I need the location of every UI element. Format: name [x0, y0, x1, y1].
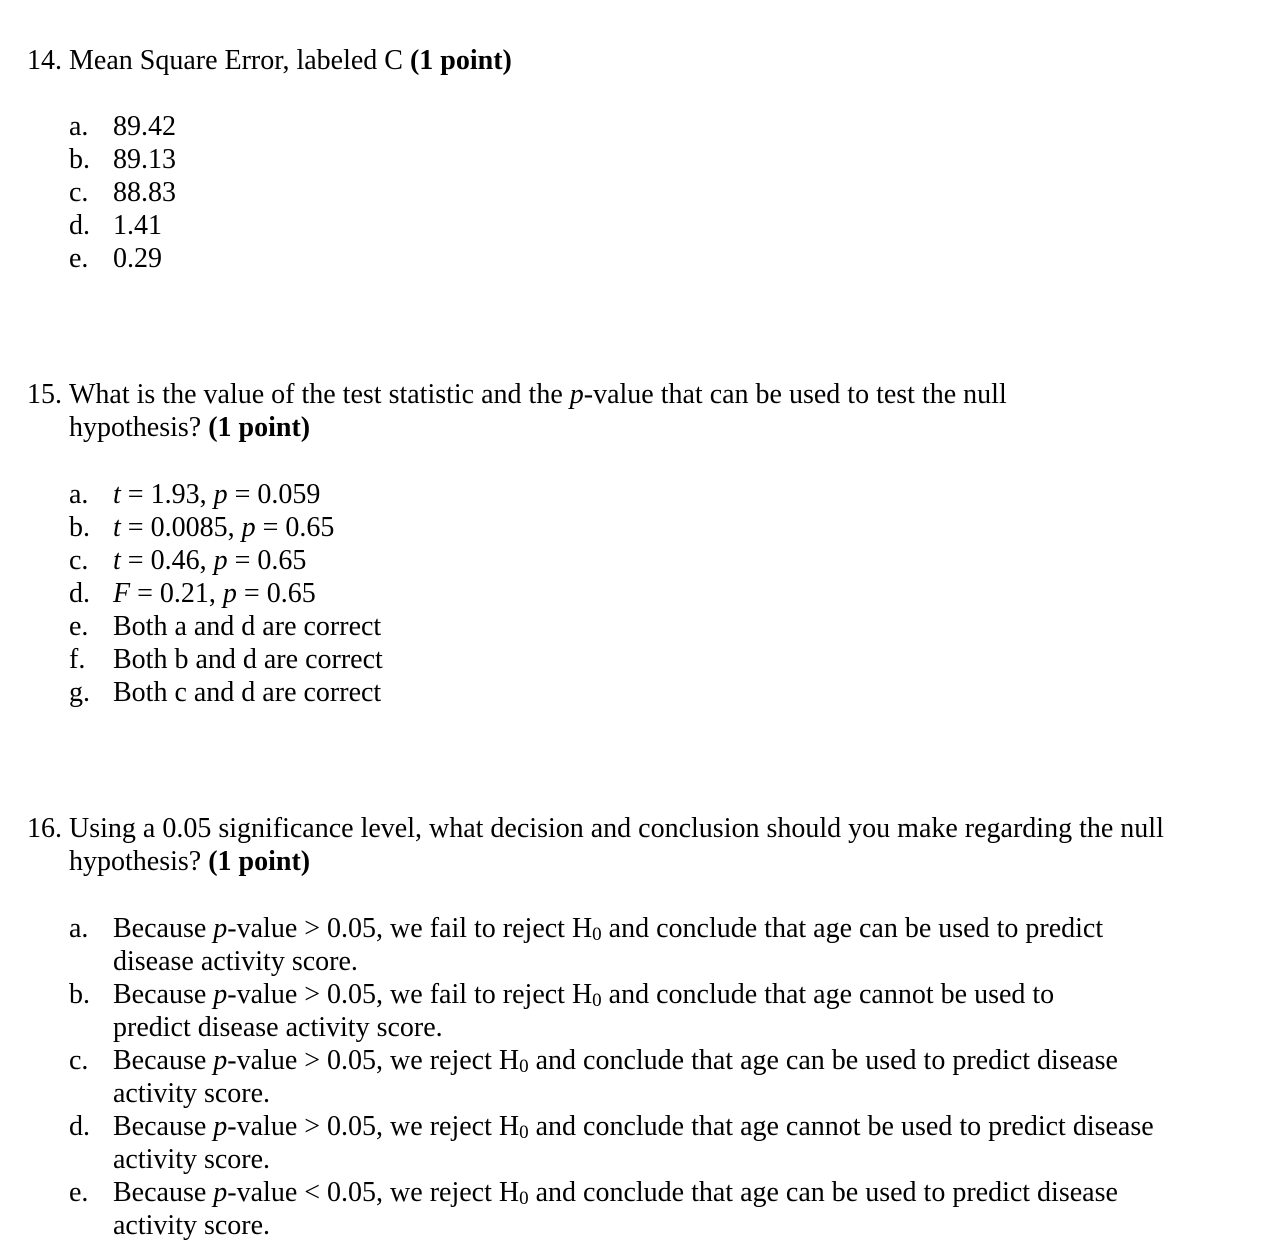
p-symbol: p	[222, 578, 237, 609]
option-pre: Because	[113, 1111, 214, 1142]
question-text	[69, 378, 1237, 444]
subscript-zero: 0	[519, 1188, 529, 1209]
option-b[interactable]	[69, 978, 1169, 1044]
option-e[interactable]	[69, 242, 1219, 275]
p-symbol: p	[213, 1177, 228, 1208]
option-letter: d.	[69, 210, 90, 241]
option-e[interactable]	[69, 610, 1219, 643]
option-text	[113, 912, 1169, 978]
option-c[interactable]	[69, 544, 1219, 577]
option-pre: Because	[113, 913, 214, 944]
option-post: and conclude that age can be used to predict disease activity score.	[113, 1177, 1118, 1241]
option-mid: -value > 0.05, we fail to reject H	[227, 979, 593, 1010]
question-number: 16.	[27, 813, 62, 844]
option-d[interactable]	[69, 209, 1219, 242]
question-14-prompt: Mean Square Error, labeled C	[69, 45, 403, 76]
p-value: = 0.65	[227, 545, 307, 576]
question-14-options	[69, 110, 1219, 275]
option-text	[113, 1110, 1169, 1176]
option-pre: Because	[113, 1045, 214, 1076]
stat-value: = 0.46,	[120, 545, 214, 576]
question-text	[69, 44, 1237, 77]
p-value: = 0.65	[255, 512, 335, 543]
option-letter: a.	[69, 913, 89, 944]
option-mid: -value < 0.05, we reject H	[227, 1177, 520, 1208]
question-16-options	[69, 912, 1169, 1242]
question-16-header	[27, 812, 1237, 878]
option-mid: -value > 0.05, we reject H	[227, 1045, 520, 1076]
option-letter: a.	[69, 479, 89, 510]
option-text	[113, 544, 1219, 577]
question-15-prompt-end: -value that can be used to test the null hypothesis?	[69, 379, 1007, 443]
option-text	[113, 511, 1219, 544]
stat-symbol: t	[113, 545, 121, 576]
option-b[interactable]	[69, 143, 1219, 176]
question-number: 14.	[27, 45, 62, 76]
option-post: and conclude that age cannot be used to predict disease activity score.	[113, 979, 1055, 1043]
option-pre: Because	[113, 1177, 214, 1208]
option-text	[113, 1176, 1169, 1242]
question-points: (1 point)	[208, 846, 311, 877]
question-points: (1 point)	[409, 45, 512, 76]
option-d[interactable]	[69, 577, 1219, 610]
option-mid: -value > 0.05, we reject H	[227, 1111, 520, 1142]
option-d[interactable]	[69, 1110, 1169, 1176]
option-post: and conclude that age can be used to predict disease activity score.	[113, 1045, 1118, 1109]
option-text: 88.83	[113, 177, 176, 208]
option-a[interactable]	[69, 110, 1219, 143]
p-symbol: p	[213, 1045, 228, 1076]
option-mid: -value > 0.05, we fail to reject H	[227, 913, 593, 944]
p-symbol: p	[241, 512, 256, 543]
option-text: 89.13	[113, 144, 176, 175]
option-text	[113, 577, 1219, 610]
italic-p: p	[569, 379, 584, 410]
option-g[interactable]	[69, 676, 1219, 709]
subscript-zero: 0	[592, 924, 602, 945]
option-letter: f.	[69, 644, 86, 675]
p-value: = 0.059	[227, 479, 321, 510]
option-text: Both c and d are correct	[113, 677, 382, 708]
option-b[interactable]	[69, 511, 1219, 544]
option-text	[113, 978, 1169, 1044]
option-letter: c.	[69, 1045, 89, 1076]
subscript-zero: 0	[519, 1122, 529, 1143]
option-post: and conclude that age can be used to predict disease activity score.	[113, 913, 1104, 977]
question-14	[27, 44, 1237, 77]
option-letter: c.	[69, 177, 89, 208]
stat-value: = 0.21,	[130, 578, 223, 609]
question-text	[69, 812, 1237, 878]
subscript-zero: 0	[519, 1056, 529, 1077]
option-c[interactable]	[69, 1044, 1169, 1110]
option-pre: Because	[113, 979, 214, 1010]
stat-symbol: F	[113, 578, 131, 609]
stat-value: = 0.0085,	[120, 512, 242, 543]
option-letter: b.	[69, 144, 90, 175]
option-text: 1.41	[113, 210, 162, 241]
question-15	[27, 378, 1237, 444]
p-symbol: p	[213, 913, 228, 944]
question-15-options	[69, 478, 1219, 709]
option-letter: c.	[69, 545, 89, 576]
option-letter: e.	[69, 1177, 89, 1208]
question-15-header	[27, 378, 1237, 444]
option-text	[113, 478, 1219, 511]
option-text: 0.29	[113, 243, 162, 274]
question-points: (1 point)	[208, 412, 311, 443]
option-text	[113, 1044, 1169, 1110]
p-symbol: p	[213, 979, 228, 1010]
option-e[interactable]	[69, 1176, 1169, 1242]
stat-symbol: t	[113, 512, 121, 543]
stat-symbol: t	[113, 479, 121, 510]
option-letter: d.	[69, 1111, 90, 1142]
option-c[interactable]	[69, 176, 1219, 209]
option-letter: b.	[69, 979, 90, 1010]
p-symbol: p	[213, 545, 228, 576]
option-text: Both b and d are correct	[113, 644, 383, 675]
question-16	[27, 812, 1237, 878]
option-f[interactable]	[69, 643, 1219, 676]
option-letter: g.	[69, 677, 90, 708]
p-symbol: p	[213, 1111, 228, 1142]
question-14-header	[27, 44, 1237, 77]
question-16-prompt: Using a 0.05 significance level, what decision and conclusion should you make regarding the null hypothesis?	[69, 813, 1164, 877]
question-15-prompt-start: What is the value of the test statistic and the	[69, 379, 570, 410]
option-letter: a.	[69, 111, 89, 142]
option-letter: e.	[69, 243, 89, 274]
option-a[interactable]	[69, 478, 1219, 511]
option-post: and conclude that age cannot be used to predict disease activity score.	[113, 1111, 1154, 1175]
p-value: = 0.65	[236, 578, 316, 609]
option-letter: e.	[69, 611, 89, 642]
option-a[interactable]	[69, 912, 1169, 978]
option-text: 89.42	[113, 111, 176, 142]
option-text: Both a and d are correct	[113, 611, 382, 642]
subscript-zero: 0	[592, 990, 602, 1011]
question-number: 15.	[27, 379, 62, 410]
stat-value: = 1.93,	[120, 479, 214, 510]
option-letter: b.	[69, 512, 90, 543]
p-symbol: p	[213, 479, 228, 510]
option-letter: d.	[69, 578, 90, 609]
